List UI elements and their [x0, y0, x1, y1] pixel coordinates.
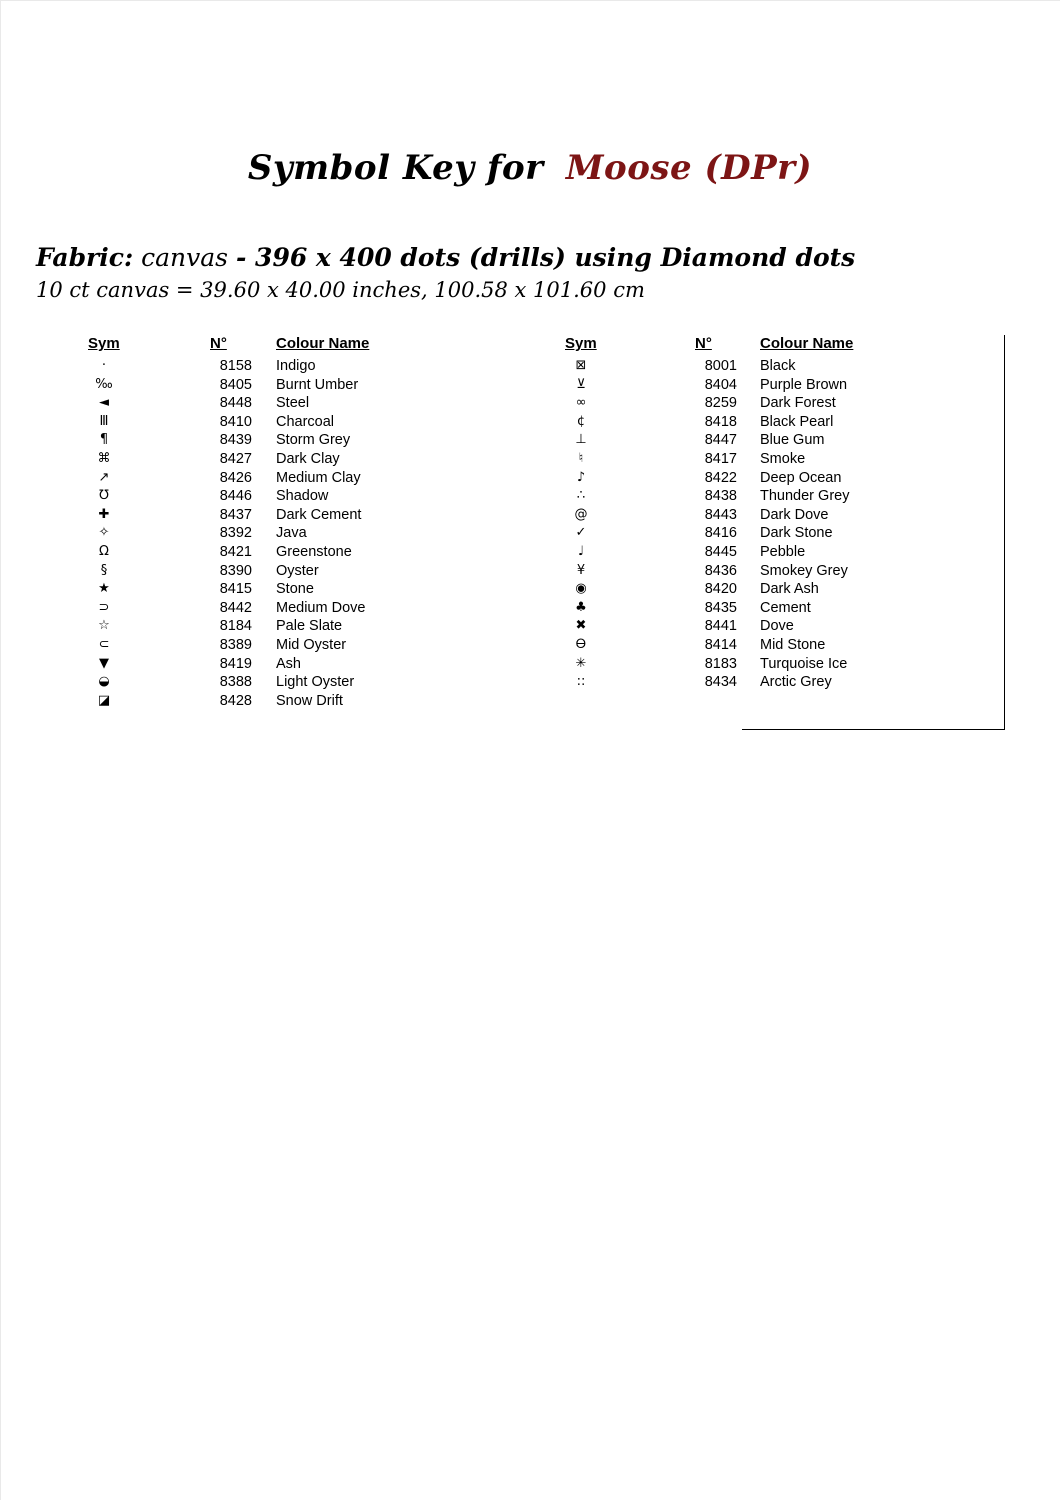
table-row	[80, 413, 520, 432]
table-row	[80, 469, 520, 488]
symbol-glyph: ✖	[575, 618, 587, 634]
page-title	[0, 148, 1060, 188]
symbol-glyph: ◉	[575, 581, 587, 597]
title-prefix: Symbol Key for	[247, 148, 544, 188]
symbol-glyph: ✚	[98, 506, 110, 522]
colour-name: Dark Clay	[276, 450, 340, 467]
colour-name: Blue Gum	[760, 432, 825, 449]
symbol-glyph: Ꮎ	[575, 636, 587, 652]
table-row	[80, 543, 520, 562]
symbol-glyph: Ω	[99, 543, 109, 559]
colour-number: 8427	[219, 450, 252, 467]
colour-name: Black Pearl	[760, 413, 834, 430]
table-row	[555, 394, 985, 413]
table-row	[80, 599, 520, 618]
colour-number: 8438	[704, 488, 737, 505]
table-row	[80, 357, 520, 376]
colour-number: 8442	[219, 599, 252, 616]
table-row	[80, 431, 520, 450]
symbol-glyph: ◪	[97, 692, 111, 708]
colour-number: 8419	[219, 655, 252, 672]
symbol-glyph: ¶	[99, 432, 109, 448]
symbol-glyph: Ⅲ	[99, 413, 109, 429]
symbol-glyph: ♪	[576, 469, 586, 485]
symbol-glyph: ▼	[99, 655, 109, 671]
table-row	[555, 636, 985, 655]
colour-name: Mid Oyster	[276, 636, 347, 653]
colour-name: Smokey Grey	[760, 562, 848, 579]
colour-number: 8447	[704, 432, 737, 449]
table-row	[80, 580, 520, 599]
colour-number: 8446	[219, 488, 252, 505]
colour-name: Pale Slate	[276, 618, 343, 635]
fabric-measurements: 10 ct canvas = 39.60 x 40.00 inches, 100.58 x 101.60 cm	[36, 278, 645, 302]
symbol-glyph: ↗	[98, 469, 110, 485]
table-row	[555, 655, 985, 674]
symbol-glyph: @	[574, 506, 588, 522]
table-row	[80, 636, 520, 655]
symbol-glyph: ¥	[576, 562, 586, 578]
colour-number: 8435	[704, 599, 737, 616]
table-row	[80, 692, 520, 711]
symbol-column-right	[555, 335, 985, 692]
colour-name: Thunder Grey	[760, 488, 850, 505]
colour-name: Light Oyster	[276, 674, 355, 691]
table-row	[555, 357, 985, 376]
colour-name: Indigo	[276, 358, 316, 374]
frame-rule-right	[1004, 335, 1005, 730]
table-row	[80, 394, 520, 413]
colour-number: 8417	[704, 450, 737, 467]
colour-number: 8001	[704, 358, 737, 374]
table-row	[80, 617, 520, 636]
colour-name: Dark Stone	[760, 525, 833, 542]
symbol-glyph: ◄	[99, 395, 109, 411]
colour-name: Dark Forest	[760, 395, 836, 412]
colour-number: 8415	[219, 581, 252, 598]
table-row	[80, 562, 520, 581]
symbol-glyph: ⊥	[575, 432, 587, 448]
colour-name: Stone	[276, 581, 314, 598]
table-row	[555, 673, 985, 692]
table-row	[555, 376, 985, 395]
table-row	[555, 543, 985, 562]
symbol-glyph: ★	[98, 581, 110, 597]
symbol-glyph: ✓	[575, 525, 587, 541]
colour-number: 8410	[219, 413, 252, 430]
header-sym: Sym	[565, 335, 597, 352]
colour-number: 8388	[219, 674, 252, 691]
colour-name: Dark Ash	[760, 581, 819, 598]
colour-name: Charcoal	[276, 413, 335, 430]
fabric-line	[36, 243, 855, 272]
title-design-name: Moose (DPr)	[565, 148, 813, 188]
colour-number: 8414	[704, 636, 737, 653]
symbol-glyph: ☆	[98, 618, 110, 634]
symbol-glyph: ⊃	[98, 599, 110, 615]
table-row	[80, 450, 520, 469]
symbol-glyph: ✧	[98, 525, 110, 541]
colour-number: 8390	[219, 562, 252, 579]
header-number: N°	[695, 335, 712, 352]
fabric-label: Fabric:	[36, 243, 134, 272]
table-row	[80, 506, 520, 525]
table-row	[555, 524, 985, 543]
colour-name: Medium Clay	[276, 469, 361, 486]
colour-name: Purple Brown	[760, 376, 848, 393]
colour-name: Medium Dove	[276, 599, 366, 616]
table-row	[555, 450, 985, 469]
table-row	[555, 487, 985, 506]
table-row	[80, 376, 520, 395]
table-row	[80, 487, 520, 506]
table-row	[80, 524, 520, 543]
colour-number: 8405	[219, 376, 252, 393]
colour-name: Java	[276, 525, 307, 542]
colour-number: 8259	[704, 395, 737, 412]
fabric-spec: - 396 x 400 dots (drills) using Diamond dots	[235, 243, 856, 272]
symbol-glyph: ⌘	[97, 450, 111, 466]
symbol-glyph: ⊠	[575, 358, 587, 373]
colour-name: Deep Ocean	[760, 469, 842, 486]
colour-number: 8422	[704, 469, 737, 486]
table-row	[555, 599, 985, 618]
table-row	[555, 469, 985, 488]
table-row	[555, 506, 985, 525]
symbol-glyph: ♮	[578, 450, 584, 466]
header-number: N°	[210, 335, 227, 352]
header-colour-name: Colour Name	[760, 335, 854, 352]
symbol-glyph: ⊻	[576, 376, 586, 392]
colour-name: Greenstone	[276, 543, 352, 560]
colour-name: Dove	[760, 618, 794, 635]
colour-name: Dark Cement	[276, 506, 362, 523]
colour-name: Shadow	[276, 488, 329, 505]
symbol-glyph: ◒	[98, 674, 110, 690]
colour-name: Oyster	[276, 562, 319, 579]
colour-name: Snow Drift	[276, 692, 343, 709]
colour-number: 8418	[704, 413, 737, 430]
symbol-glyph: ♩	[577, 543, 585, 559]
colour-number: 8416	[704, 525, 737, 542]
fabric-material: canvas	[141, 243, 229, 272]
symbol-glyph: ¢	[576, 413, 586, 429]
colour-number: 8420	[704, 581, 737, 598]
colour-number: 8184	[219, 618, 252, 635]
colour-name: Ash	[276, 655, 301, 672]
colour-name: Arctic Grey	[760, 674, 832, 691]
colour-number: 8443	[704, 506, 737, 523]
symbol-glyph: ::	[576, 674, 586, 690]
colour-name: Dark Dove	[760, 506, 829, 523]
colour-number: 8158	[219, 358, 252, 374]
symbol-glyph: ✳	[575, 655, 587, 671]
column-header-row	[555, 335, 985, 357]
frame-rule-bottom	[742, 729, 1005, 730]
symbol-column-left	[80, 335, 520, 710]
symbol-glyph: ♣	[575, 599, 587, 615]
colour-name: Steel	[276, 395, 310, 412]
table-row	[555, 562, 985, 581]
colour-number: 8404	[704, 376, 737, 393]
colour-number: 8183	[704, 655, 737, 672]
colour-number: 8434	[704, 674, 737, 691]
table-row	[555, 580, 985, 599]
symbol-glyph: §	[100, 562, 108, 578]
colour-number: 8426	[219, 469, 252, 486]
table-row	[555, 431, 985, 450]
colour-number: 8428	[219, 692, 252, 709]
symbol-glyph: ∴	[576, 488, 586, 504]
table-row	[80, 655, 520, 674]
column-header-row	[80, 335, 520, 357]
symbol-glyph: ⊂	[98, 636, 110, 652]
colour-name: Black	[760, 358, 796, 374]
colour-name: Mid Stone	[760, 636, 826, 653]
symbol-glyph: ℧	[99, 488, 109, 504]
colour-name: Pebble	[760, 543, 806, 560]
colour-name: Turquoise Ice	[760, 655, 848, 672]
symbol-glyph: ∞	[575, 395, 587, 411]
header-sym: Sym	[88, 335, 120, 352]
symbol-glyph: ‰	[95, 376, 113, 392]
colour-number: 8421	[219, 543, 252, 560]
table-row	[555, 617, 985, 636]
colour-number: 8437	[219, 506, 252, 523]
colour-number: 8448	[219, 395, 252, 412]
colour-number: 8439	[219, 432, 252, 449]
table-row	[555, 413, 985, 432]
header-colour-name: Colour Name	[276, 335, 370, 352]
colour-name: Burnt Umber	[276, 376, 359, 393]
colour-number: 8441	[704, 618, 737, 635]
colour-number: 8392	[219, 525, 252, 542]
colour-number: 8436	[704, 562, 737, 579]
symbol-glyph: ·	[101, 358, 107, 373]
colour-name: Smoke	[760, 450, 806, 467]
colour-name: Storm Grey	[276, 432, 351, 449]
colour-number: 8389	[219, 636, 252, 653]
table-row	[80, 673, 520, 692]
colour-name: Cement	[760, 599, 811, 616]
colour-number: 8445	[704, 543, 737, 560]
